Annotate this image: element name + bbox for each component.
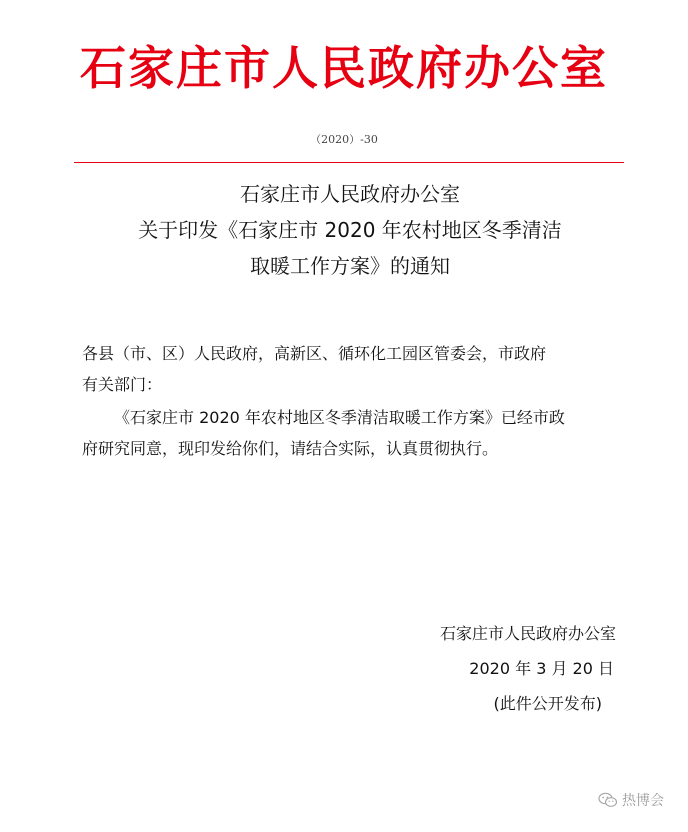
signature-date: 2020 年 3 月 20 日 bbox=[469, 659, 614, 678]
title-line-1: 石家庄市人民政府办公室 bbox=[240, 182, 460, 206]
red-divider-line bbox=[74, 162, 624, 163]
document-title bbox=[100, 176, 600, 284]
watermark-text: 热博会 bbox=[622, 793, 664, 809]
signature-issuer: 石家庄市人民政府办公室 bbox=[439, 624, 616, 643]
title-line-3: 取暖工作方案》的通知 bbox=[250, 254, 450, 278]
document-number: （2020）-30 bbox=[310, 133, 378, 146]
paragraph-line-1: 《石家庄市 2020 年农村地区冬季清洁取暖工作方案》已经市政 bbox=[114, 408, 565, 427]
salutation-line-2: 有关部门： bbox=[82, 375, 163, 394]
letterhead: 石家庄市人民政府办公室 bbox=[80, 41, 608, 95]
salutation-line-1: 各县（市、区）人民政府，高新区、循环化工园区管委会，市政府 bbox=[82, 344, 547, 363]
signature-block bbox=[440, 616, 616, 721]
publication-note: (此件公开发布) bbox=[493, 694, 602, 713]
paragraph-line-2: 府研究同意，现印发给你们，请结合实际，认真贯彻执行。 bbox=[82, 439, 499, 458]
wechat-icon bbox=[598, 792, 618, 808]
title-line-2: 关于印发《石家庄市 2020 年农村地区冬季清洁 bbox=[138, 218, 562, 242]
watermark bbox=[598, 790, 664, 810]
document-body bbox=[82, 338, 622, 464]
